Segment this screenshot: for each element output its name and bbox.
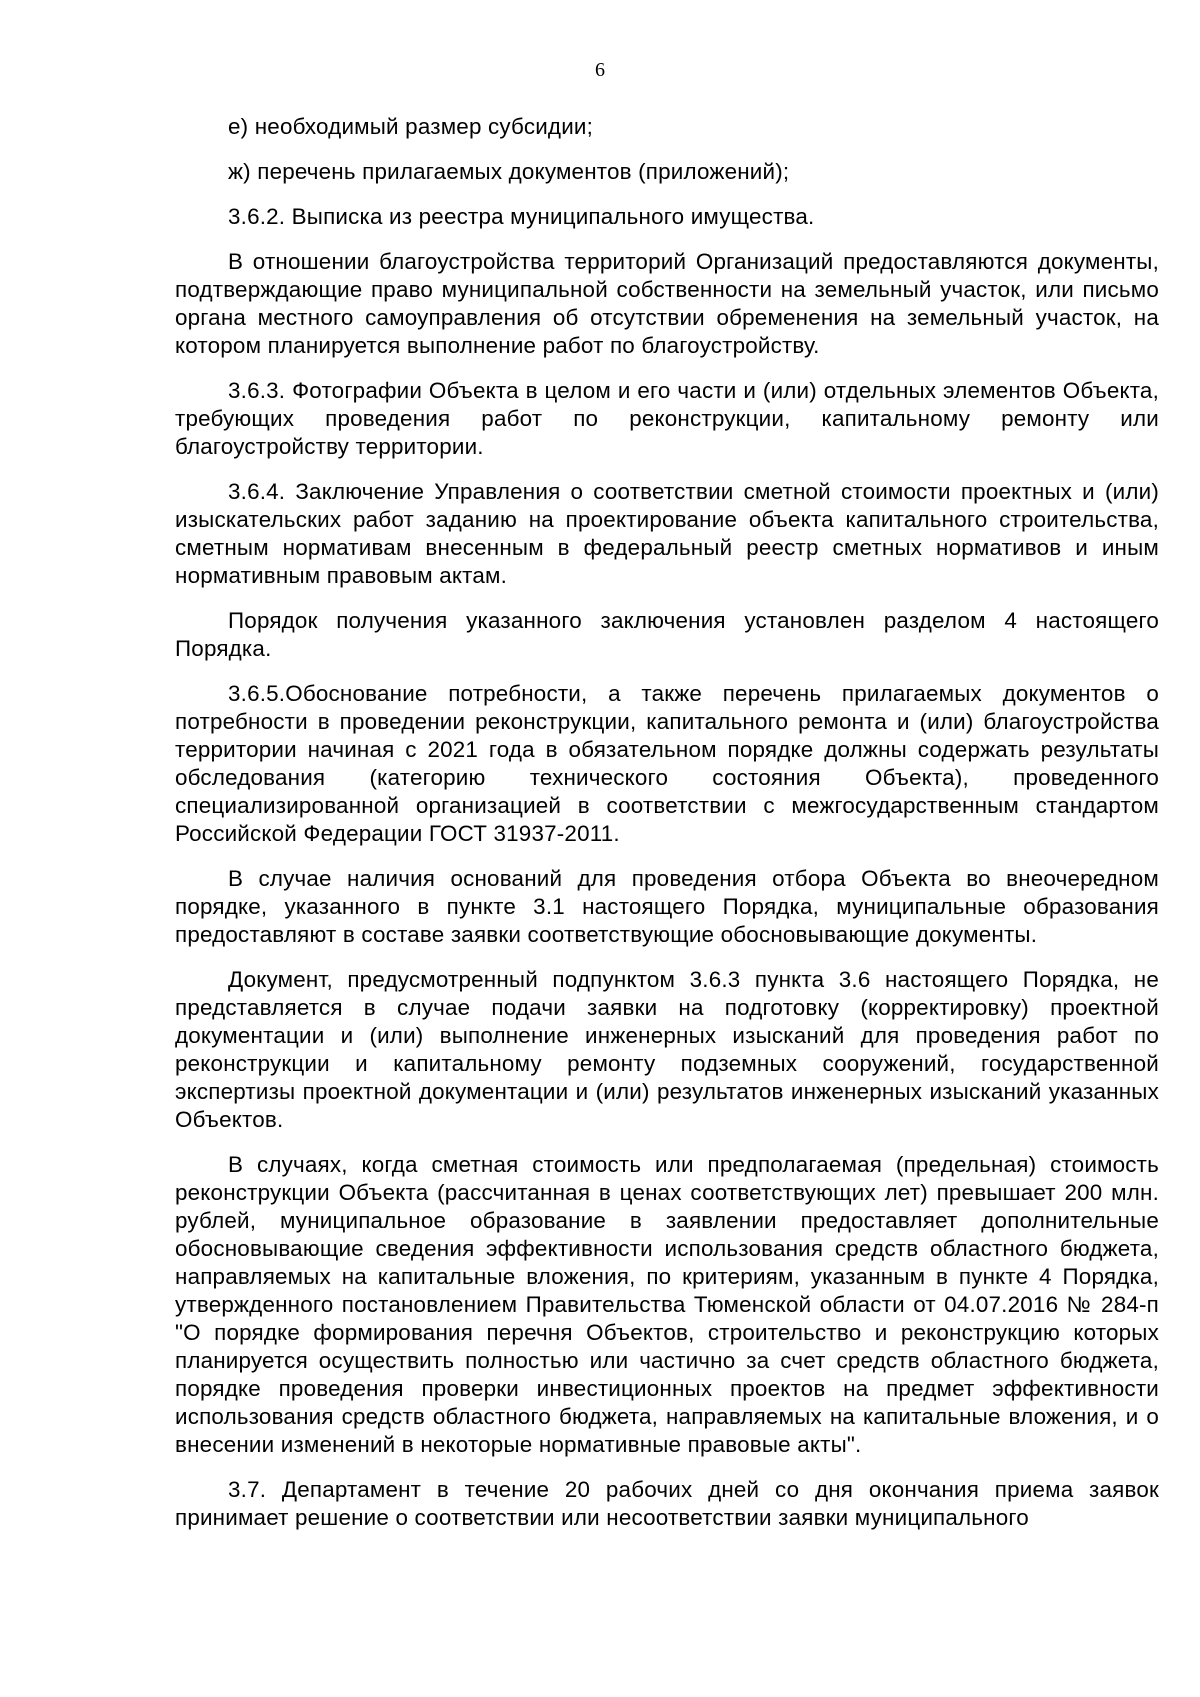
paragraph-document-exemption: Документ, предусмотренный подпунктом 3.6.3 пункта 3.6 настоящего Порядка, не представляется в случае подачи заявки на подготовку (корректировку) проектной документации и (или) выполнение инженерных изысканий для проведения работ по реконструкции и капитальному ремонту подземных сооружений, государственной экспертизы проектной документации и (или) результатов инженерных изысканий указанных Объектов. <box>175 967 1159 1132</box>
paragraph-extraordinary-selection: В случае наличия оснований для проведения отбора Объекта во внеочередном порядке, указанного в пункте 3.1 настоящего Порядка, муниципальные образования предоставляют в составе заявки соответствующие обосновывающие документы. <box>175 866 1159 947</box>
paragraph-territory-documents: В отношении благоустройства территорий Организаций предоставляются документы, подтверждающие право муниципальной собственности на земельный участок, или письмо органа местного самоуправления об отсутствии обременения на земельный участок, на котором планируется выполнение работ по благоустройству. <box>175 249 1159 358</box>
paragraph-3-6-4: 3.6.4. Заключение Управления о соответствии сметной стоимости проектных и (или) изыскательских работ заданию на проектирование объекта капитального строительства, сметным нормативам внесенным в федеральный реестр сметных нормативов и иным нормативным правовым актам. <box>175 479 1159 588</box>
paragraph-3-7: 3.7. Департамент в течение 20 рабочих дней со дня окончания приема заявок принимает решение о соответствии или несоответствии заявки муниципального <box>175 1477 1159 1530</box>
paragraph-item-e: е) необходимый размер субсидии; <box>228 114 594 139</box>
paragraph-cost-over-200m: В случаях, когда сметная стоимость или предполагаемая (предельная) стоимость реконструкции Объекта (рассчитанная в ценах соответствующих лет) превышает 200 млн. рублей, муниципальное образование в заявлении предоставляет дополнительные обосновывающие сведения эффективности использования средств областного бюджета, направляемых на капитальные вложения, по критериям, указанным в пункте 4 Порядка, утвержденного постановлением Правительства Тюменской области от 04.07.2016 № 284-п "О порядке формирования перечня Объектов, строительство и реконструкцию которых планируется осуществить полностью или частично за счет средств областного бюджета, порядке проведения проверки инвестиционных проектов на предмет эффективности использования средств областного бюджета, направляемых на капитальные вложения, и о внесении изменений в некоторые нормативные правовые акты". <box>175 1152 1159 1457</box>
document-body <box>175 113 1159 1532</box>
page-number: 6 <box>595 59 605 81</box>
paragraph-item-zh: ж) перечень прилагаемых документов (приложений); <box>228 159 790 184</box>
paragraph-3-6-3: 3.6.3. Фотографии Объекта в целом и его части и (или) отдельных элементов Объекта, требующих проведения работ по реконструкции, капитальному ремонту или благоустройству территории. <box>175 378 1159 459</box>
paragraph-3-6-5: 3.6.5.Обоснование потребности, а также перечень прилагаемых документов о потребности в проведении реконструкции, капитального ремонта и (или) благоустройства территории начиная с 2021 года в обязательном порядке должны содержать результаты обследования (категорию технического состояния Объекта), проведенного специализированной организацией в соответствии с межгосударственным стандартом Российской Федерации ГОСТ 31937-2011. <box>175 681 1159 846</box>
paragraph-3-6-2: 3.6.2. Выписка из реестра муниципального имущества. <box>228 204 815 229</box>
paragraph-conclusion-procedure: Порядок получения указанного заключения установлен разделом 4 настоящего Порядка. <box>175 608 1159 661</box>
